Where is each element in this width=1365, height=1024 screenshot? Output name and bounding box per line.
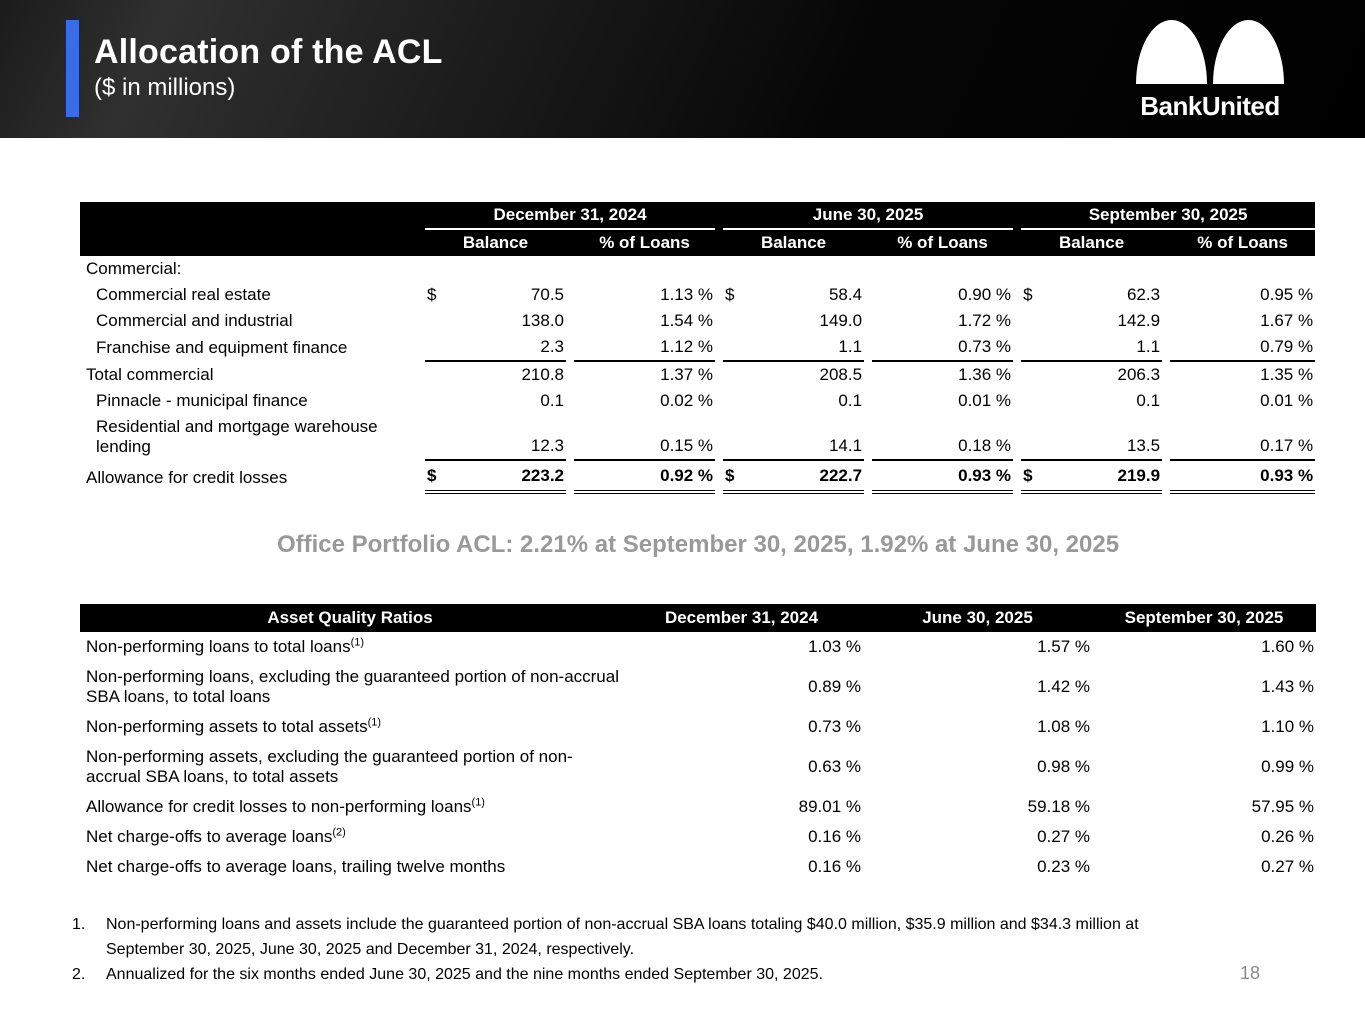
pct-value: 0.90 %	[958, 285, 1012, 304]
pct-value: 1.35 %	[1260, 365, 1314, 384]
ratio-value: 0.98 %	[1037, 757, 1090, 776]
dollar-sign	[425, 361, 447, 388]
balance-value: 0.1	[540, 391, 564, 410]
dollar-sign: $	[1021, 460, 1043, 492]
pct-value: 0.92 %	[574, 460, 715, 492]
row-label: Franchise and equipment finance	[96, 338, 348, 357]
balance-header: Balance	[723, 229, 864, 256]
footnote-ref: (1)	[367, 716, 382, 729]
table-row	[80, 742, 1316, 792]
footnote-ref: (1)	[350, 636, 365, 649]
table-row	[80, 712, 1316, 742]
ratio-value: 1.03 %	[808, 637, 861, 656]
pct-of-loans-header: % of Loans	[574, 229, 715, 256]
ratio-header-row	[80, 604, 1316, 632]
balance-value: 0.1	[838, 391, 863, 410]
footnote-number: 1.	[72, 916, 86, 933]
spacer-cell	[864, 229, 872, 256]
ratio-label: Non-performing assets to total assets$^{(1)}$	[86, 716, 382, 736]
balance-value: 210.8	[521, 365, 564, 384]
dollar-sign	[425, 334, 447, 361]
pct-value: 0.79 %	[1170, 334, 1315, 361]
table-row-section	[80, 256, 1315, 282]
balance-value: 142.9	[1117, 311, 1161, 330]
pct-value: 0.02 %	[660, 391, 714, 410]
pct-value: 1.67 %	[1260, 311, 1314, 330]
row-label: Pinnacle - municipal finance	[96, 391, 308, 410]
ratio-table-title: Asset Quality Ratios	[80, 604, 620, 632]
balance-value: 62.3	[1126, 285, 1161, 304]
balance-value: 1.1	[745, 334, 864, 361]
dollar-sign: $	[725, 285, 735, 304]
balance-value: 14.1	[745, 414, 864, 460]
ratio-label: Net charge-offs to average loans$^{(2)}$	[86, 826, 346, 846]
ratio-value: 1.10 %	[1261, 717, 1314, 736]
table-row-total	[80, 361, 1315, 388]
spacer-cell	[1162, 229, 1170, 256]
ratio-value: 0.63 %	[808, 757, 861, 776]
dollar-sign	[1021, 308, 1043, 334]
row-label: Commercial:	[86, 259, 182, 278]
balance-value: 2.3	[447, 334, 566, 361]
row-label: Total commercial	[86, 365, 214, 384]
dollar-sign	[1021, 361, 1043, 388]
bankunited-logo	[1135, 18, 1285, 122]
ratio-value: 59.18 %	[1027, 797, 1090, 816]
ratio-label: Non-performing loans to total loans$^{(1)}$	[86, 636, 365, 656]
period-header: December 31, 2024	[620, 604, 863, 632]
footnotes	[72, 912, 1212, 987]
pct-value: 1.72 %	[958, 311, 1012, 330]
table-row	[80, 334, 1315, 361]
dollar-sign	[1021, 334, 1043, 361]
arch-left-icon	[1136, 20, 1207, 84]
footnote-2	[72, 962, 1212, 987]
ratio-label: Non-performing loans, excluding the guaranteed portion of non-accrual SBA loans, to total loans	[86, 667, 619, 706]
table-row	[80, 632, 1316, 662]
office-portfolio-highlight: Office Portfolio ACL: 2.21% at September 30, 2025, 1.92% at June 30, 2025	[276, 531, 1120, 558]
dollar-sign	[723, 388, 745, 414]
gap-cell	[1013, 202, 1021, 256]
pct-value: 0.15 %	[574, 414, 715, 460]
balance-value: 206.3	[1117, 365, 1161, 384]
pct-value: 0.17 %	[1170, 414, 1315, 460]
table-row	[80, 282, 1315, 308]
page-number: 18	[1239, 963, 1260, 983]
header-banner	[0, 0, 1365, 138]
arch-right-icon	[1213, 20, 1284, 84]
ratio-value: 0.26 %	[1261, 827, 1314, 846]
pct-value: 0.01 %	[958, 391, 1012, 410]
balance-value: 58.4	[828, 285, 863, 304]
pct-value: 0.73 %	[872, 334, 1013, 361]
balance-value: 0.1	[1136, 391, 1161, 410]
pct-of-loans-header: % of Loans	[872, 229, 1013, 256]
ratio-value: 0.89 %	[808, 677, 861, 696]
footnote-number: 2.	[72, 966, 86, 983]
row-label: Commercial and industrial	[96, 311, 293, 330]
dollar-sign	[1021, 414, 1043, 460]
dollar-sign: $	[425, 460, 447, 492]
dollar-sign: $	[1023, 285, 1033, 304]
gap-cell	[715, 202, 723, 256]
table-row	[80, 388, 1315, 414]
balance-value: 1.1	[1043, 334, 1162, 361]
ratio-value: 89.01 %	[798, 797, 861, 816]
pct-value: 0.18 %	[872, 414, 1013, 460]
logo-text: BankUnited	[1140, 91, 1280, 121]
ratio-label: Net charge-offs to average loans, trailing twelve months	[86, 857, 506, 876]
ratio-value: 1.08 %	[1037, 717, 1090, 736]
balance-header: Balance	[425, 229, 566, 256]
title-block	[94, 34, 443, 102]
footnote-1	[72, 912, 1212, 962]
footnote-text: Annualized for the six months ended June 30, 2025 and the nine months ended September 30, 2025.	[106, 966, 823, 983]
asset-quality-ratios-table	[80, 604, 1316, 882]
balance-value: 208.5	[819, 365, 863, 384]
period-header: December 31, 2024	[425, 202, 715, 229]
pct-value: 1.37 %	[660, 365, 714, 384]
ratio-value: 0.27 %	[1037, 827, 1090, 846]
ratio-value: 1.42 %	[1037, 677, 1090, 696]
table-row	[80, 822, 1316, 852]
balance-value: 219.9	[1043, 460, 1162, 492]
period-header: September 30, 2025	[1021, 202, 1315, 229]
accent-bar	[66, 20, 79, 117]
dollar-sign	[723, 361, 745, 388]
balance-value: 149.0	[819, 311, 863, 330]
ratio-value: 0.99 %	[1261, 757, 1314, 776]
ratio-value: 0.16 %	[808, 857, 861, 876]
dollar-sign: $	[427, 285, 437, 304]
footnote-ref: (1)	[471, 796, 485, 809]
table-row-grand-total	[80, 460, 1315, 492]
dollar-sign: $	[723, 460, 745, 492]
pct-value: 0.95 %	[1260, 285, 1314, 304]
dollar-sign	[723, 308, 745, 334]
ratio-value: 1.57 %	[1037, 637, 1090, 656]
dollar-sign	[1021, 388, 1043, 414]
balance-value: 70.5	[530, 285, 564, 304]
row-label: Allowance for credit losses	[86, 468, 288, 487]
pct-value: 0.93 %	[1170, 460, 1315, 492]
page-title: Allocation of the ACL	[94, 33, 443, 71]
balance-value: 138.0	[521, 311, 564, 330]
pct-value: 0.93 %	[872, 460, 1013, 492]
footnote-text: Non-performing loans and assets include the guaranteed portion of non-accrual SBA loans totaling $40.0 million, $35.9 million and $34.3 million at September 30, 2025, June 30, 2025 and December 31, 2024, respectively.	[106, 916, 1139, 958]
dollar-sign	[723, 334, 745, 361]
dollar-sign	[425, 388, 447, 414]
spacer-cell	[566, 229, 574, 256]
pct-value: 1.36 %	[958, 365, 1012, 384]
dollar-sign	[723, 414, 745, 460]
table-row	[80, 662, 1316, 712]
pct-of-loans-header: % of Loans	[1170, 229, 1315, 256]
ratio-label: Allowance for credit losses to non-performing loans$^{(1)}$	[86, 796, 485, 816]
pct-value: 1.12 %	[574, 334, 715, 361]
ratio-value: 57.95 %	[1251, 797, 1314, 816]
double-arch-icon	[1135, 18, 1285, 84]
balance-value: 13.5	[1043, 414, 1162, 460]
period-header: September 30, 2025	[1092, 604, 1316, 632]
pct-value: 0.01 %	[1260, 391, 1314, 410]
ratio-value: 1.43 %	[1261, 677, 1314, 696]
page-subtitle: ($ in millions)	[94, 74, 236, 102]
period-header: June 30, 2025	[863, 604, 1092, 632]
ratio-value: 0.73 %	[808, 717, 861, 736]
corner-cell	[80, 202, 425, 256]
period-header-row	[80, 202, 1315, 229]
ratio-value: 0.16 %	[808, 827, 861, 846]
balance-value: 12.3	[447, 414, 566, 460]
dollar-sign	[425, 414, 447, 460]
row-label: Commercial real estate	[96, 285, 271, 304]
dollar-sign	[425, 308, 447, 334]
balance-value: 222.7	[745, 460, 864, 492]
footnote-ref: (2)	[332, 826, 346, 839]
acl-allocation-table	[80, 202, 1315, 494]
pct-value: 1.13 %	[660, 285, 714, 304]
pct-value: 1.54 %	[660, 311, 714, 330]
table-row	[80, 792, 1316, 822]
ratio-label: Non-performing assets, excluding the guaranteed portion of non-accrual SBA loans, to total assets	[86, 747, 573, 786]
table-row	[80, 414, 1315, 460]
period-header: June 30, 2025	[723, 202, 1013, 229]
balance-value: 223.2	[447, 460, 566, 492]
row-label: Residential and mortgage warehouse lending	[96, 417, 378, 456]
balance-header: Balance	[1021, 229, 1162, 256]
table-row	[80, 308, 1315, 334]
ratio-value: 0.23 %	[1037, 857, 1090, 876]
ratio-value: 0.27 %	[1261, 857, 1314, 876]
ratio-value: 1.60 %	[1261, 637, 1314, 656]
table-row	[80, 852, 1316, 882]
